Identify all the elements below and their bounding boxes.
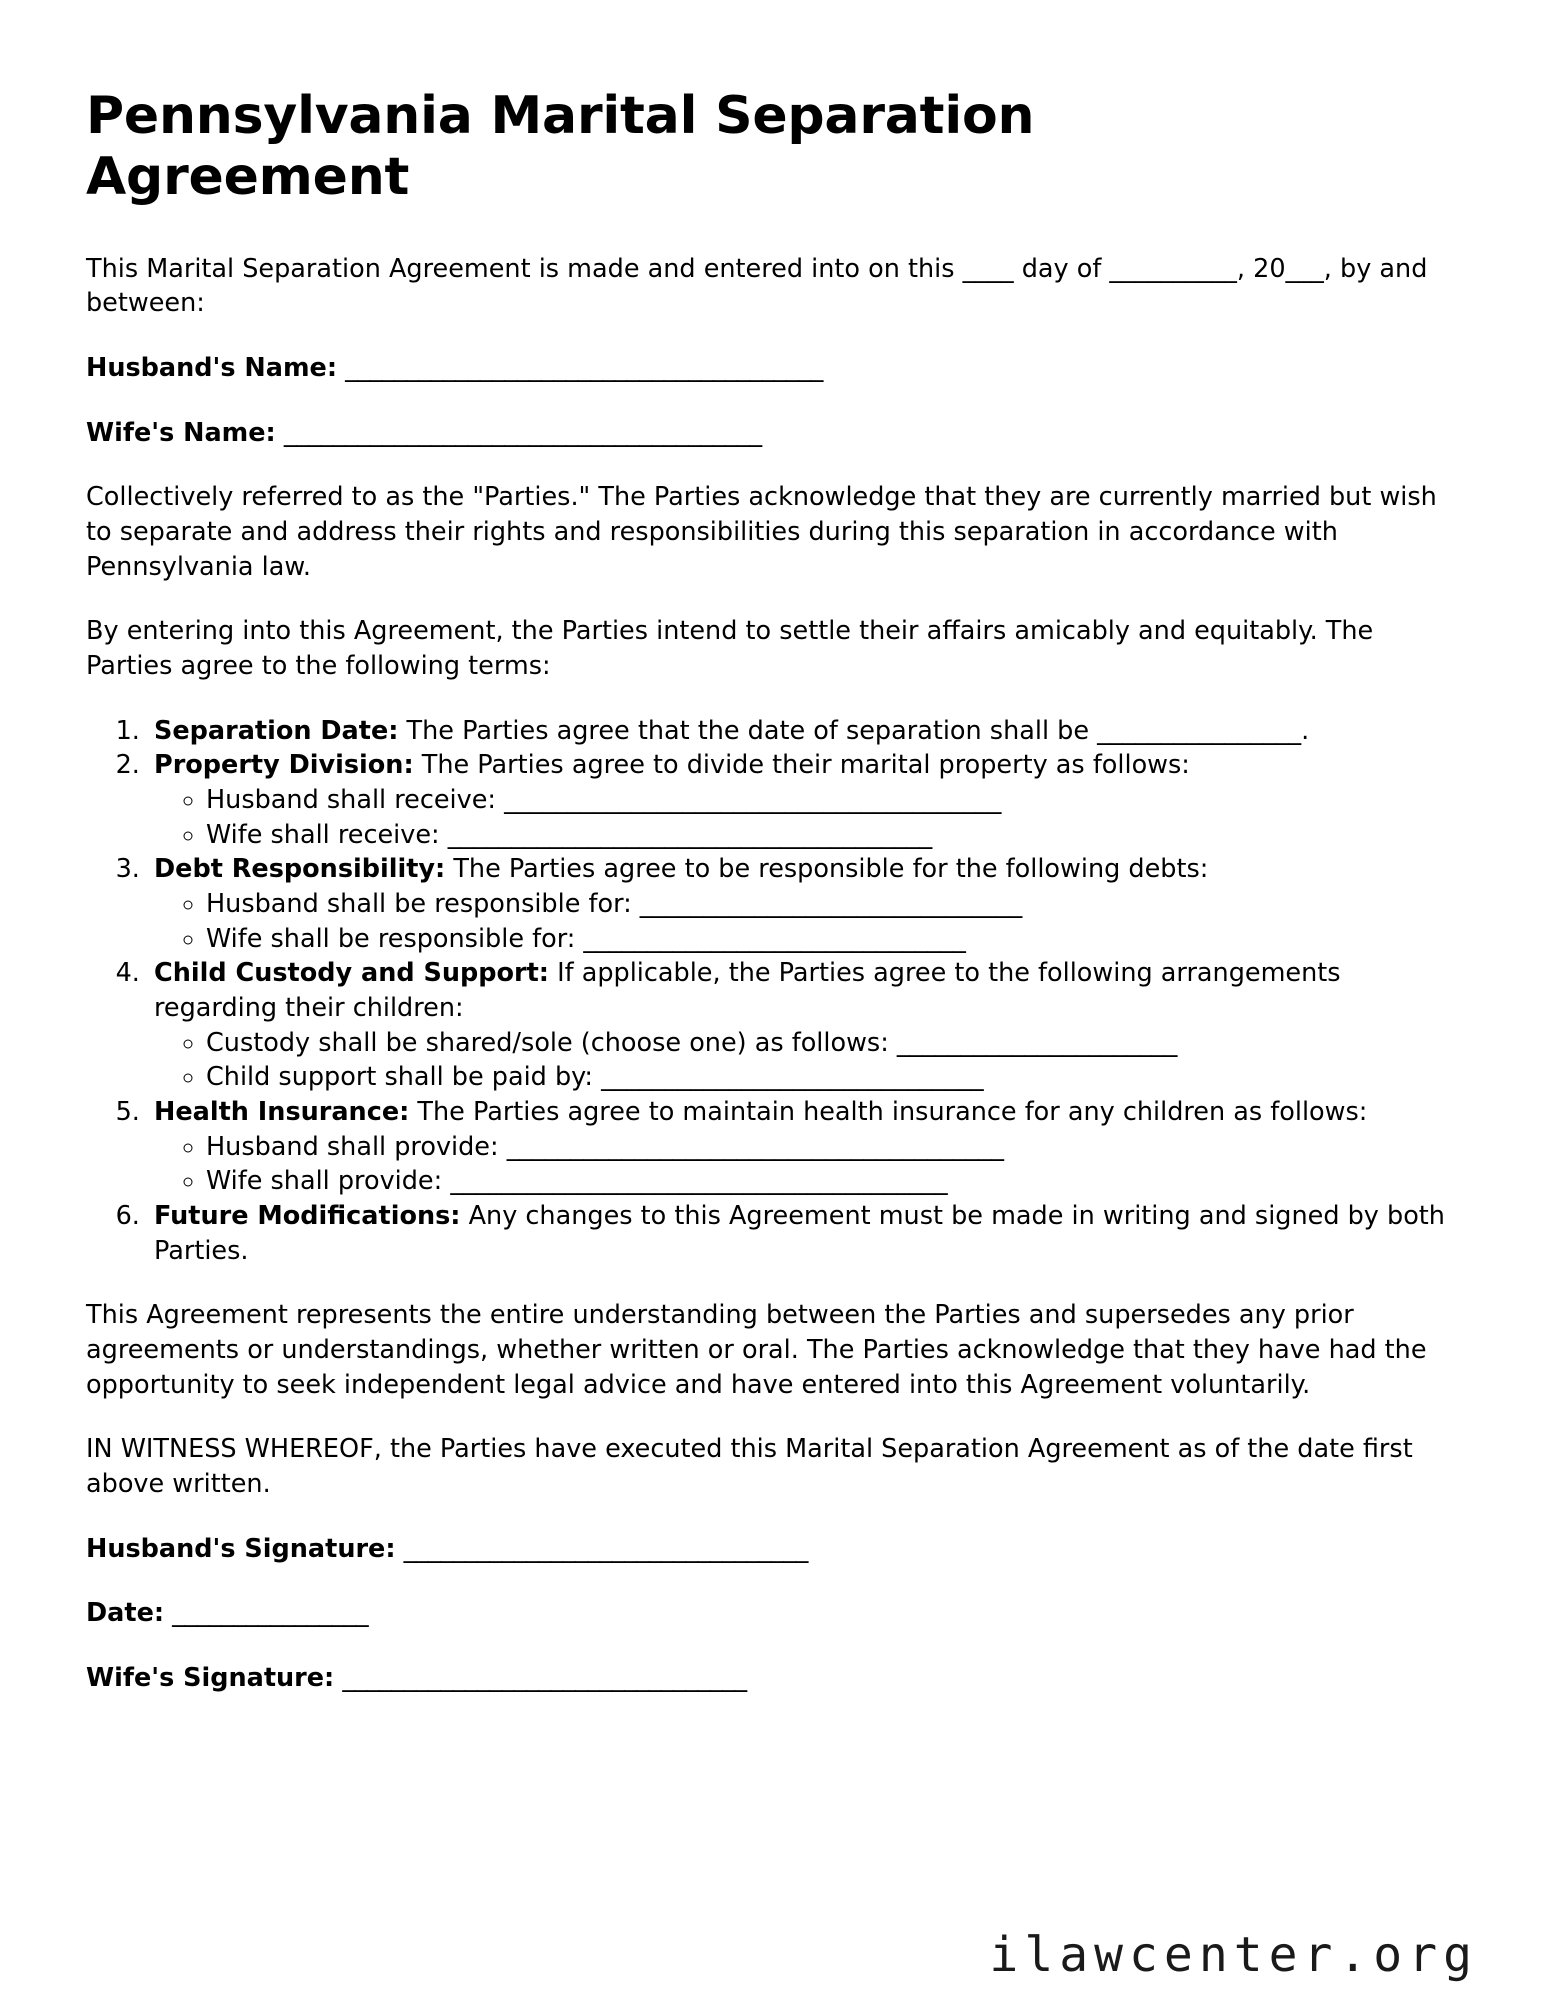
term-body: If applicable, the Parties agree to the following arrangements regarding their children: — [154, 958, 1341, 1024]
term-title: Health Insurance: — [154, 1097, 410, 1128]
term-title: Separation Date: — [154, 715, 399, 746]
parties-paragraph: Collectively referred to as the "Parties." The Parties acknowledge that they are currently married but wish to separate and address their rights and responsibilities during this separation in accordance with Pennsylvania law. — [86, 482, 1437, 582]
signature-label: Wife's Signature: — [86, 1663, 335, 1694]
sub-term-item[interactable]: ◦ Wife shall provide: _______________________________________ — [206, 1164, 1468, 1199]
sub-term-item[interactable]: ◦ Wife shall be responsible for: ______________________________ — [206, 922, 1468, 957]
term-body: The Parties agree to divide their marital property as follows: — [413, 750, 1190, 781]
husband-name-blank[interactable]: _______________________________________ — [345, 353, 823, 383]
sub-term-list — [154, 887, 1468, 956]
term-item — [148, 956, 1468, 1095]
husband-name-field — [86, 351, 1468, 386]
sub-term-item[interactable]: ◦ Custody shall be shared/sole (choose one) as follows: ______________________ — [206, 1026, 1468, 1061]
husband-name-label: Husband's Name: — [86, 353, 338, 383]
sub-term-item[interactable]: ◦ Child support shall be paid by: ______________________________ — [206, 1060, 1468, 1095]
sub-term-item[interactable]: ◦ Husband shall provide: _______________________________________ — [206, 1130, 1468, 1165]
term-title: Child Custody and Support: — [154, 958, 549, 989]
witness-paragraph: IN WITNESS WHEREOF, the Parties have executed this Marital Separation Agreement as of the date first above written. — [86, 1434, 1413, 1500]
term-body: The Parties agree to maintain health insurance for any children as follows: — [409, 1097, 1368, 1128]
signature-blank[interactable]: _________________________________ — [342, 1663, 747, 1694]
intro-paragraph: This Marital Separation Agreement is made and entered into on this ____ day of __________, 20___, by and between: — [86, 253, 1428, 319]
term-title: Property Division: — [154, 750, 414, 781]
closing-block — [86, 1298, 1468, 1501]
signature-field — [86, 1596, 1468, 1631]
sub-term-list — [154, 783, 1468, 852]
term-title: Future Modifications: — [154, 1201, 461, 1232]
term-item — [148, 714, 1468, 749]
signature-blank[interactable]: ________________ — [172, 1598, 369, 1629]
signature-label: Husband's Signature: — [86, 1533, 396, 1564]
sub-term-item[interactable]: ◦ Wife shall receive: ______________________________________ — [206, 818, 1468, 853]
signature-label: Date: — [86, 1598, 165, 1629]
term-item — [148, 1199, 1468, 1268]
watermark: ilawcenter.org — [989, 1927, 1478, 1983]
intent-paragraph: By entering into this Agreement, the Parties intend to settle their affairs amicably and equitably. The Parties agree to the following terms: — [86, 616, 1374, 682]
signature-field — [86, 1661, 1468, 1696]
sub-term-list — [154, 1130, 1468, 1199]
signature-block — [86, 1532, 1468, 1696]
entire-understanding-paragraph: This Agreement represents the entire understanding between the Parties and supersedes any prior agreements or understandings, whether written or oral. The Parties acknowledge that they have had the opportunity to seek independent legal advice and have entered into this Agreement voluntarily. — [86, 1300, 1427, 1400]
wife-name-blank[interactable]: _______________________________________ — [283, 417, 762, 448]
sub-term-list — [154, 1026, 1468, 1095]
term-body: Any changes to this Agreement must be made in writing and signed by both Parties. — [154, 1201, 1445, 1266]
term-item — [148, 748, 1468, 852]
signature-field — [86, 1532, 1468, 1567]
term-item — [148, 852, 1468, 956]
term-title: Debt Responsibility: — [154, 854, 446, 885]
term-body: The Parties agree that the date of separation shall be ________________. — [398, 715, 1310, 746]
wife-name-field — [86, 416, 1468, 451]
sub-term-item[interactable]: ◦ Husband shall be responsible for: ______________________________ — [206, 887, 1468, 922]
wife-name-label: Wife's Name: — [86, 417, 276, 448]
sub-term-item[interactable]: ◦ Husband shall receive: _______________________________________ — [206, 783, 1468, 818]
page-title: Pennsylvania Marital Separation Agreement — [86, 86, 1035, 207]
terms-list — [86, 714, 1468, 1269]
term-item — [148, 1095, 1468, 1199]
term-body: The Parties agree to be responsible for the following debts: — [445, 854, 1209, 885]
signature-blank[interactable]: _________________________________ — [403, 1533, 808, 1564]
